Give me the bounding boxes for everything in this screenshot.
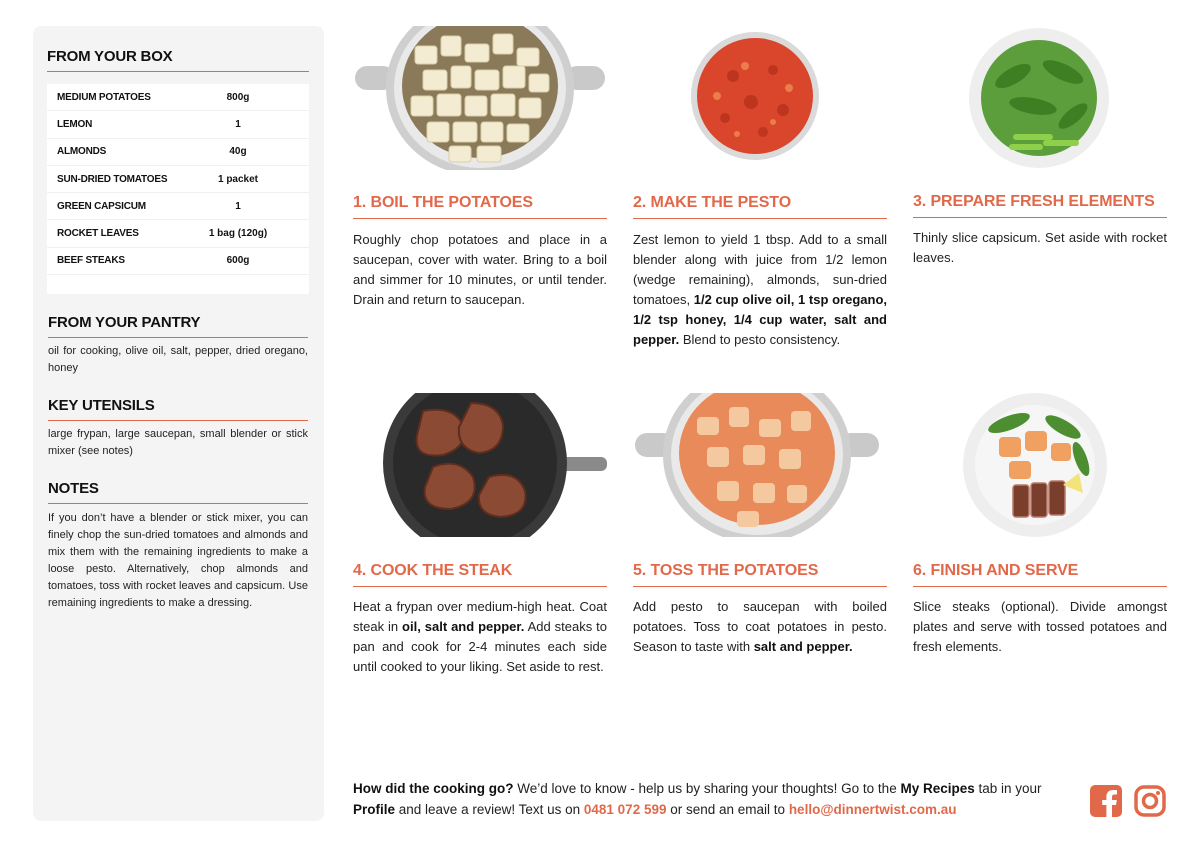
ingredients-table — [47, 84, 309, 294]
ingredient-quantity: 1 — [235, 200, 241, 212]
step-2-title: 2. MAKE THE PESTO — [633, 194, 887, 219]
ingredient-quantity: 1 — [235, 118, 241, 130]
step-1-body — [353, 230, 607, 310]
step-5-body — [633, 597, 887, 657]
step-highlight: oil, salt and pepper. — [402, 619, 525, 634]
ingredient-name: GREEN CAPSICUM — [57, 200, 146, 212]
ingredient-quantity: 800g — [226, 91, 250, 103]
facebook-icon[interactable] — [1089, 784, 1123, 818]
step-text: Thinly slice capsicum. Set aside with rocket leaves. — [913, 230, 1167, 265]
ingredient-row — [47, 84, 309, 111]
step-text: Slice steaks (optional). Divide amongst plates and serve with tossed potatoes and fresh elements. — [913, 599, 1167, 654]
step-2-body — [633, 230, 887, 350]
profile-link[interactable]: Profile — [353, 802, 396, 817]
ingredient-quantity: 600g — [226, 255, 250, 267]
key-utensils-heading: KEY UTENSILS — [48, 397, 308, 421]
step-4-body — [353, 597, 607, 677]
ingredient-name: SUN-DRIED TOMATOES — [57, 173, 168, 185]
feedback-question: How did the cooking go? — [353, 781, 514, 796]
boiled-potatoes-photo — [353, 26, 607, 170]
rocket-capsicum-plate-photo — [913, 26, 1167, 170]
ingredient-row — [47, 248, 309, 275]
ingredient-name: MEDIUM POTATOES — [57, 91, 151, 103]
step-1-title: 1. BOIL THE POTATOES — [353, 194, 607, 219]
step-text: Blend to pesto consistency. — [679, 332, 841, 347]
my-recipes-link[interactable]: My Recipes — [900, 781, 975, 796]
ingredient-name: ALMONDS — [57, 146, 107, 158]
step-3-body — [913, 228, 1167, 268]
tossed-potatoes-photo — [633, 393, 887, 537]
notes-text: If you don’t have a blender or stick mixer, you can finely chop the sun-dried tomatoes and almonds and mix them with the remaining ingredients to make a loose pesto. Alternatively, chop almonds and tomatoes, toss with rocket leaves and capsicum. Use remaining ingredients to make a dressing. — [48, 512, 308, 609]
step-4-title: 4. COOK THE STEAK — [353, 562, 607, 587]
notes-heading: NOTES — [48, 480, 308, 504]
footer-text-1: We’d love to know - help us by sharing your thoughts! Go to the — [513, 781, 901, 796]
pesto-bowl-photo — [633, 26, 887, 170]
step-text: Add steaks to pan and cook for 2-4 minutes each side until cooked to your liking. Set aside to rest. — [353, 619, 607, 674]
phone-number-link[interactable]: 0481 072 599 — [583, 802, 667, 817]
utensils-text: large frypan, large saucepan, small blender or stick mixer (see notes) — [48, 428, 308, 457]
step-text: Add pesto to saucepan with boiled potatoes. Toss to coat potatoes in pesto. Season to taste with — [633, 599, 887, 654]
ingredient-quantity: 40g — [229, 146, 247, 158]
step-3-title: 3. PREPARE FRESH ELEMENTS — [913, 193, 1167, 218]
ingredient-row — [47, 220, 309, 247]
step-highlight: salt and pepper. — [753, 639, 853, 654]
ingredient-quantity: 1 bag (120g) — [208, 228, 268, 240]
ingredient-quantity: 1 packet — [217, 173, 259, 185]
ingredient-name: LEMON — [57, 118, 93, 130]
feedback-footer — [353, 778, 1073, 820]
footer-text-2: tab in your — [974, 781, 1042, 796]
steak-frypan-photo — [353, 393, 607, 537]
instagram-icon[interactable] — [1133, 784, 1167, 818]
ingredient-name: ROCKET LEAVES — [57, 228, 139, 240]
email-link[interactable]: hello@dinnertwist.com.au — [788, 802, 957, 817]
ingredient-row — [47, 111, 309, 138]
step-text: Heat a frypan over medium-high heat. Coat steak in — [353, 599, 607, 634]
ingredient-name: BEEF STEAKS — [57, 255, 125, 267]
pantry-text: oil for cooking, olive oil, salt, pepper, dried oregano, honey — [48, 345, 308, 374]
from-your-pantry-heading: FROM YOUR PANTRY — [48, 314, 308, 338]
from-your-box-heading: FROM YOUR BOX — [47, 48, 309, 72]
ingredient-row — [47, 193, 309, 220]
footer-text-4: or send an email to — [666, 802, 789, 817]
ingredient-row — [47, 166, 309, 193]
footer-text-3: and leave a review! Text us on — [395, 802, 584, 817]
step-6-title: 6. FINISH AND SERVE — [913, 562, 1167, 587]
ingredients-sidebar — [33, 26, 324, 821]
finished-dish-photo — [913, 393, 1167, 537]
step-text: Roughly chop potatoes and place in a saucepan, cover with water. Bring to a boil and simmer for 10 minutes, or until tender. Drain and return to saucepan. — [353, 232, 607, 307]
ingredient-row — [47, 139, 309, 166]
step-highlight: 1/2 cup olive oil, 1 tsp oregano, 1/2 tsp honey, 1/4 cup water, salt and pepper. — [633, 292, 887, 347]
step-6-body — [913, 597, 1167, 657]
step-text: Zest lemon to yield 1 tbsp. Add to a small blender along with juice from 1/2 lemon (wedge remaining), almonds, sun-dried tomatoes, — [633, 232, 887, 307]
step-5-title: 5. TOSS THE POTATOES — [633, 562, 887, 587]
